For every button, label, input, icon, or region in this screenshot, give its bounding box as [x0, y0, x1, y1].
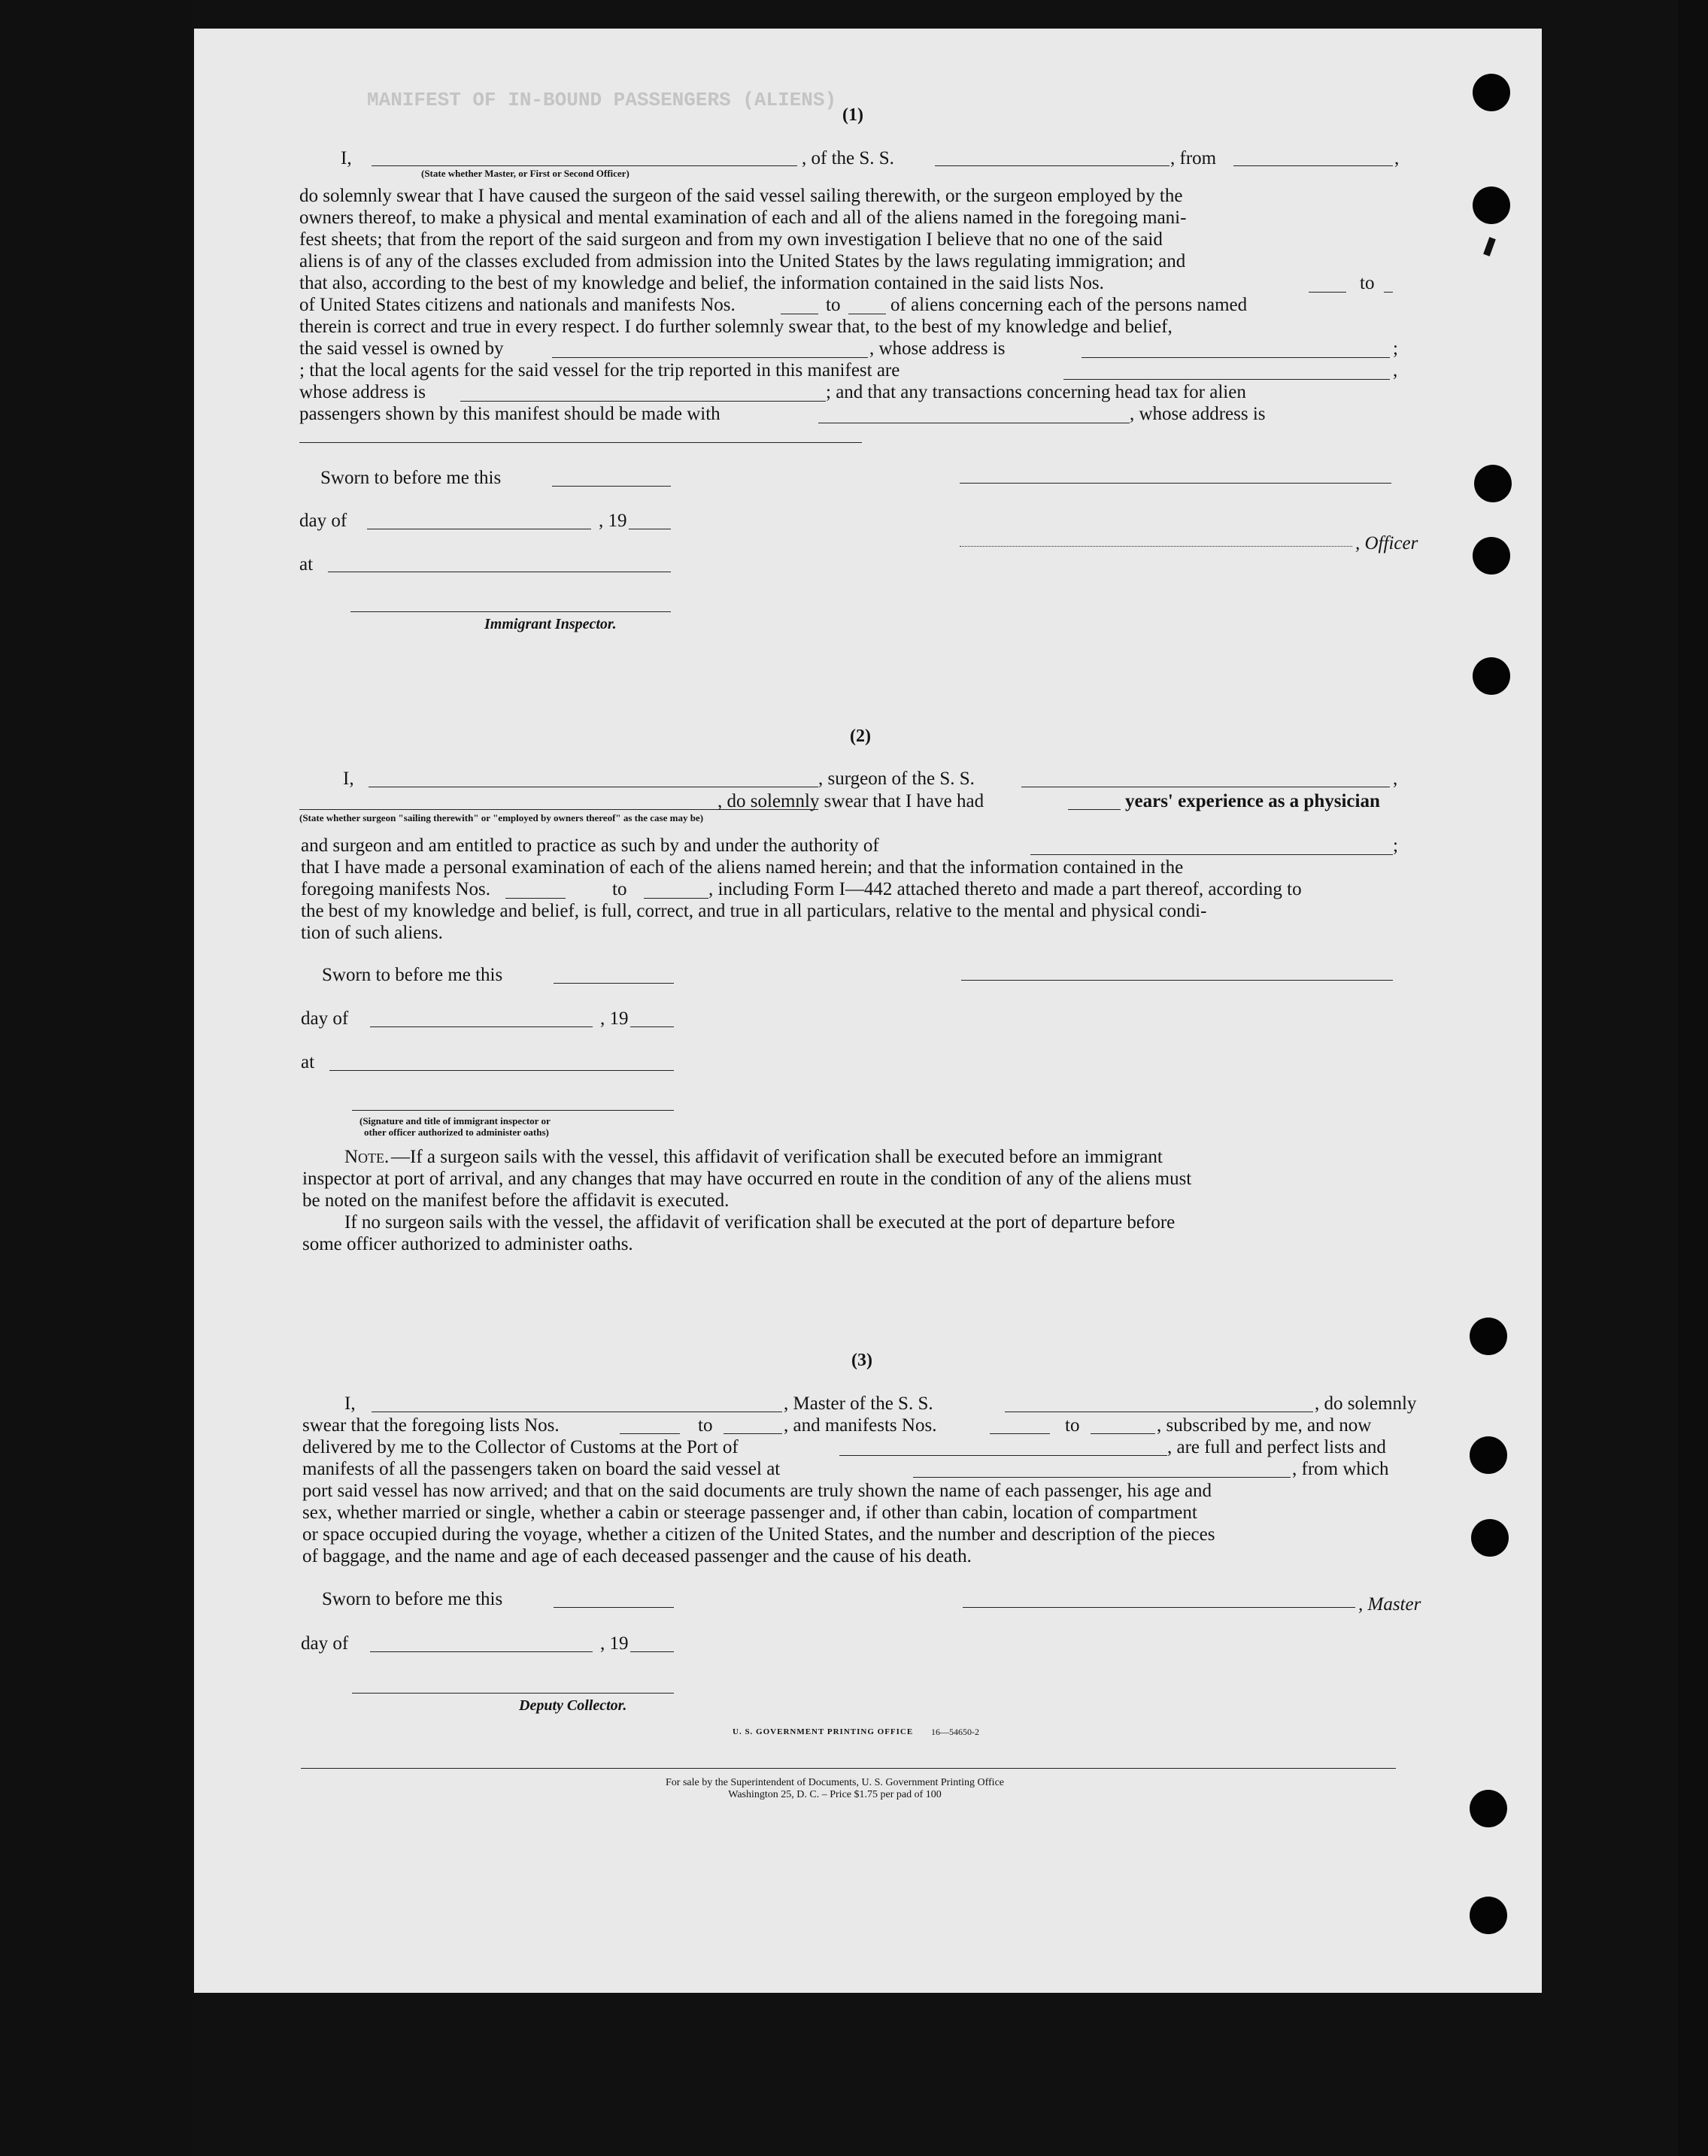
scan-border-right: [1678, 0, 1708, 2156]
s1-body-line: owners thereof, to make a physical and mental examination of each and all of the aliens named in the foregoing mani-: [299, 208, 1187, 228]
s1-body-line: the said vessel is owned by: [299, 338, 504, 359]
s2-surgeon-of: , surgeon of the S. S.: [818, 769, 975, 789]
lists-from-field[interactable]: [1309, 292, 1346, 293]
officer-title-field[interactable]: [960, 546, 1352, 547]
s1-body-line: do solemnly swear that I have caused the surgeon of the said vessel sailing therewith, or the surgeon employed by the: [299, 186, 1183, 206]
lists-to-field[interactable]: [1384, 292, 1393, 293]
port-from-field[interactable]: [1233, 165, 1393, 166]
s3-month-field[interactable]: [370, 1651, 593, 1652]
s2-sig-note: (Signature and title of immigrant inspector or: [359, 1115, 551, 1127]
s2-note-text: be noted on the manifest before the affidavit is executed.: [302, 1190, 730, 1211]
gpo-imprint: U. S. GOVERNMENT PRINTING OFFICE: [733, 1727, 914, 1736]
s2-note-label: Note.: [344, 1147, 390, 1167]
s2-note-text: inspector at port of arrival, and any changes that may have occurred en route in the condition of any of the aliens must: [302, 1169, 1192, 1189]
head-tax-address-field[interactable]: [299, 442, 862, 443]
s2-year-label: , 19: [600, 1008, 629, 1029]
binder-hole: [1470, 1897, 1507, 1934]
binder-hole: [1470, 1436, 1507, 1474]
s1-body-line: ; that the local agents for the said vessel for the trip reported in this manifest are: [299, 360, 900, 381]
section-2-number: (2): [850, 726, 871, 746]
s1-sworn-label: Sworn to before me this: [320, 468, 502, 488]
binder-hole: [1473, 657, 1510, 695]
bleed-through-header: MANIFEST OF IN-BOUND PASSENGERS (ALIENS): [367, 89, 837, 111]
s1-body-line: passengers shown by this manifest should be made with: [299, 404, 721, 424]
officer-signature-field[interactable]: [960, 483, 1391, 484]
s2-body-line: tion of such aliens.: [301, 923, 443, 943]
s1-whose-address-end: , whose address is: [1130, 404, 1266, 424]
s1-inspector-label: Immigrant Inspector.: [484, 616, 617, 632]
s3-and-manifests: , and manifests Nos.: [784, 1415, 937, 1436]
s2-day-of-label: day of: [301, 1008, 349, 1029]
s3-sworn-day-field[interactable]: [554, 1607, 674, 1608]
s2-status-note: (State whether surgeon "sailing therewith" or "employed by owners thereof" as the case may be): [299, 812, 704, 823]
s2-to: to: [612, 879, 627, 899]
s2-note-text: If no surgeon sails with the vessel, the affidavit of verification shall be executed at the port of departure before: [344, 1212, 1176, 1233]
years-experience-field[interactable]: [1068, 809, 1121, 810]
s2-comma: ,: [1393, 769, 1398, 789]
s3-lists-from-field[interactable]: [620, 1433, 680, 1434]
s2-year-field[interactable]: [630, 1026, 674, 1027]
officer-name-field[interactable]: [372, 165, 797, 166]
s3-subscribed: , subscribed by me, and now: [1157, 1415, 1372, 1436]
footer-rule: [301, 1768, 1396, 1769]
s3-manifests-from-field[interactable]: [990, 1433, 1050, 1434]
s2-body-line: and surgeon and am entitled to practice as such by and under the authority of: [301, 835, 879, 856]
s1-body-line: of United States citizens and nationals and manifests Nos.: [299, 295, 736, 315]
s2-sworn-label: Sworn to before me this: [322, 965, 503, 985]
vessel-name-field[interactable]: [935, 165, 1170, 166]
binder-hole: [1474, 465, 1512, 502]
s3-manifests-to-field[interactable]: [1091, 1433, 1155, 1434]
s2-note-text: —If a surgeon sails with the vessel, this affidavit of verification shall be executed before an immigrant: [391, 1147, 1163, 1167]
s3-body-line: of baggage, and the name and age of each deceased passenger and the cause of his death.: [302, 1546, 972, 1566]
s3-master-of: , Master of the S. S.: [784, 1393, 933, 1414]
port-of-arrival-field[interactable]: [839, 1455, 1167, 1456]
scan-mark: [1483, 237, 1496, 256]
s2-i-label: I,: [343, 769, 354, 789]
s1-body-line: therein is correct and true in every respect. I do further solemnly swear that, to the best of my knowledge and belief,: [299, 317, 1173, 337]
s2-body-line: that I have made a personal examination of each of the aliens named herein; and that the information contained in the: [301, 857, 1184, 878]
practice-authority-field[interactable]: [1030, 854, 1393, 855]
document-page: [194, 29, 1542, 1993]
s3-to: to: [698, 1415, 713, 1436]
s3-to: to: [1065, 1415, 1080, 1436]
s3-full: , are full and perfect lists and: [1167, 1437, 1386, 1457]
s1-from-label: , from: [1170, 148, 1217, 168]
s3-body-line: sex, whether married or single, whether a cabin or steerage passenger and, if other than cabin, location of compartment: [302, 1503, 1197, 1523]
s1-body-line: that also, according to the best of my knowledge and belief, the information contained in the said lists Nos.: [299, 273, 1104, 293]
s1-to: to: [826, 295, 841, 315]
s3-i-label: I,: [344, 1393, 356, 1414]
inspector-signature-field[interactable]: [350, 611, 671, 612]
sale-line: For sale by the Superintendent of Documents, U. S. Government Printing Office: [666, 1777, 1004, 1788]
s1-semicolon: ;: [1393, 338, 1398, 359]
s2-body-line: foregoing manifests Nos.: [301, 879, 491, 899]
form-number: 16—54650-2: [931, 1727, 979, 1737]
s2-manifests-to-field[interactable]: [644, 898, 708, 899]
s1-of-ss-label: , of the S. S.: [802, 148, 894, 168]
master-signature-field[interactable]: [963, 1607, 1355, 1608]
s1-body-line: aliens is of any of the classes excluded from admission into the United States by the laws regulating immigration; and: [299, 251, 1186, 271]
surgeon-signature-field[interactable]: [961, 980, 1393, 981]
s1-to: to: [1360, 273, 1375, 293]
agents-address-field[interactable]: [460, 401, 826, 402]
binder-hole: [1471, 1519, 1509, 1557]
local-agents-field[interactable]: [1063, 379, 1390, 380]
s2-sig-note: other officer authorized to administer oaths): [364, 1127, 549, 1138]
s3-delivered: delivered by me to the Collector of Customs at the Port of: [302, 1437, 739, 1457]
s3-sworn-label: Sworn to before me this: [322, 1589, 503, 1609]
s3-from-which: , from which: [1292, 1459, 1389, 1479]
s1-aliens-concerning: of aliens concerning each of the persons named: [890, 295, 1248, 315]
binder-hole: [1473, 74, 1510, 111]
s3-lists-to-field[interactable]: [724, 1433, 782, 1434]
binder-hole: [1473, 186, 1510, 224]
s3-do-solemnly: , do solemnly: [1315, 1393, 1417, 1414]
s3-master-label: , Master: [1358, 1594, 1421, 1615]
s1-sworn-day-field[interactable]: [552, 486, 671, 487]
s3-year-field[interactable]: [630, 1651, 674, 1652]
s3-deputy-label: Deputy Collector.: [519, 1697, 627, 1714]
sale-line: Washington 25, D. C. – Price $1.75 per pad of 100: [728, 1789, 942, 1800]
s2-note-text: some officer authorized to administer oaths.: [302, 1234, 633, 1254]
s2-solemnly: , do solemnly swear that I have had: [717, 791, 984, 811]
s3-year-label: , 19: [600, 1633, 629, 1654]
s1-comma: ,: [1393, 360, 1398, 381]
s1-officer-label: , Officer: [1355, 533, 1418, 553]
binder-hole: [1470, 1318, 1507, 1355]
s1-at-label: at: [299, 554, 314, 575]
deputy-signature-field[interactable]: [352, 1693, 674, 1694]
s2-semicolon: ;: [1393, 835, 1398, 856]
s2-years: years' experience as a physician: [1125, 791, 1380, 811]
s2-sworn-day-field[interactable]: [554, 983, 674, 984]
section-1-number: (1): [842, 105, 863, 125]
s1-year-label: , 19: [599, 511, 627, 531]
s1-day-of-label: day of: [299, 511, 347, 531]
s1-comma: ,: [1394, 148, 1400, 168]
s3-body-line: port said vessel has now arrived; and that on the said documents are truly shown the name of each passenger, his age and: [302, 1481, 1212, 1501]
section-3-number: (3): [851, 1351, 872, 1370]
s2-month-field[interactable]: [370, 1026, 593, 1027]
binder-hole: [1473, 537, 1510, 575]
s1-whose-address: , whose address is: [869, 338, 1006, 359]
binder-hole: [1470, 1790, 1507, 1827]
owner-field[interactable]: [552, 357, 868, 358]
port-of-embarkation-field[interactable]: [913, 1477, 1291, 1478]
s3-day-of-label: day of: [301, 1633, 349, 1654]
s2-body-line: the best of my knowledge and belief, is full, correct, and true in all particulars, relative to the mental and physical condi-: [301, 901, 1207, 921]
s1-body-line: fest sheets; that from the report of the said surgeon and from my own investigation I believe that no one of the said: [299, 229, 1163, 250]
s3-body-line: or space occupied during the voyage, whether a citizen of the United States, and the number and description of the pieces: [302, 1524, 1215, 1545]
s1-body-line: whose address is: [299, 382, 426, 402]
s2-at-field[interactable]: [329, 1070, 674, 1071]
scan-border-left: [0, 0, 192, 2156]
s2-including: , including Form I—442 attached thereto and made a part thereof, according to: [708, 879, 1302, 899]
s2-at-label: at: [301, 1052, 315, 1072]
s1-head-tax: ; and that any transactions concerning head tax for alien: [826, 382, 1246, 402]
s1-i-label: I,: [341, 148, 352, 168]
s3-manifests-all: manifests of all the passengers taken on board the said vessel at: [302, 1459, 781, 1479]
s1-officer-note: (State whether Master, or First or Second Officer): [421, 168, 630, 179]
s2-inspector-signature-field[interactable]: [352, 1110, 674, 1111]
s3-swear: swear that the foregoing lists Nos.: [302, 1415, 560, 1436]
owner-address-field[interactable]: [1082, 357, 1390, 358]
s2-manifests-from-field[interactable]: [505, 898, 566, 899]
